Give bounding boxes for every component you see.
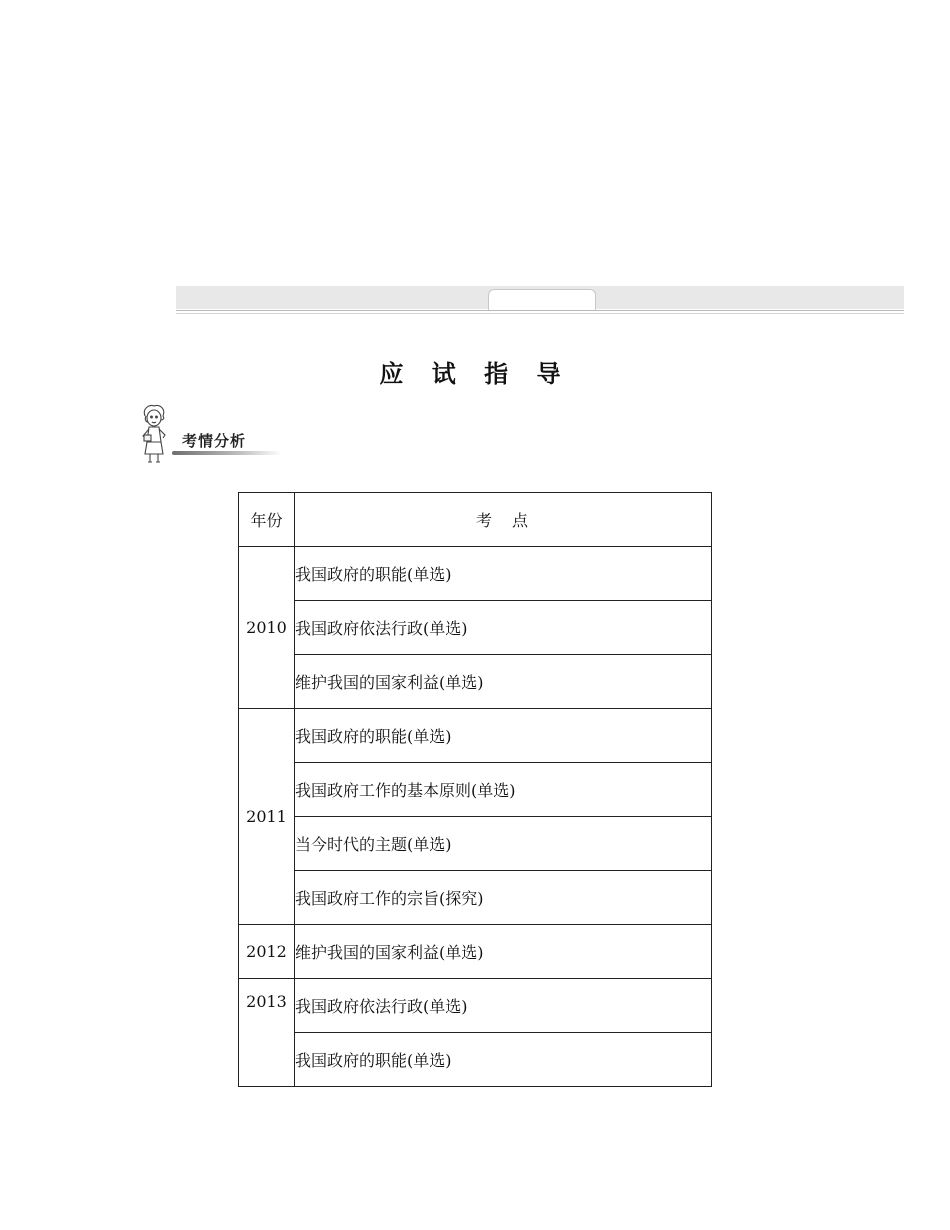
table-row: [239, 925, 712, 979]
cartoon-girl-icon: [136, 404, 172, 464]
header-divider: [176, 310, 904, 311]
section-label: 考情分析: [182, 432, 247, 450]
table-row: [239, 709, 712, 763]
topic-cell: 当今时代的主题(单选): [295, 817, 712, 871]
table-header-row: [239, 493, 712, 547]
year-cell: 2012: [239, 925, 295, 979]
year-column-header: 年份: [239, 493, 295, 547]
topic-cell: 我国政府依法行政(单选): [295, 979, 712, 1033]
year-cell: 2010: [239, 547, 295, 709]
table-row: [239, 547, 712, 601]
topic-cell: 我国政府工作的宗旨(探究): [295, 871, 712, 925]
topic-cell: 我国政府工作的基本原则(单选): [295, 763, 712, 817]
table-row: [239, 871, 712, 925]
topic-cell: 维护我国的国家利益(单选): [295, 655, 712, 709]
table-row: [239, 817, 712, 871]
page-title: 应 试 指 导: [379, 360, 571, 388]
topic-cell: 我国政府依法行政(单选): [295, 601, 712, 655]
exam-topics-table: [238, 492, 712, 1087]
table-row: [239, 979, 712, 1033]
year-cell: 2013: [239, 979, 295, 1087]
header-divider-secondary: [176, 313, 904, 314]
topic-column-header-label: 考 点: [475, 511, 530, 530]
topic-cell: 我国政府的职能(单选): [295, 1033, 712, 1087]
topic-cell: 我国政府的职能(单选): [295, 547, 712, 601]
topic-column-header: [295, 493, 712, 547]
header-tab: [488, 289, 596, 310]
section-header: [136, 402, 296, 464]
topic-cell: 我国政府的职能(单选): [295, 709, 712, 763]
table-row: [239, 763, 712, 817]
table-row: [239, 1033, 712, 1087]
section-underline: [172, 451, 282, 455]
topic-cell: 维护我国的国家利益(单选): [295, 925, 712, 979]
table-row: [239, 655, 712, 709]
year-cell: 2011: [239, 709, 295, 925]
table-row: [239, 601, 712, 655]
